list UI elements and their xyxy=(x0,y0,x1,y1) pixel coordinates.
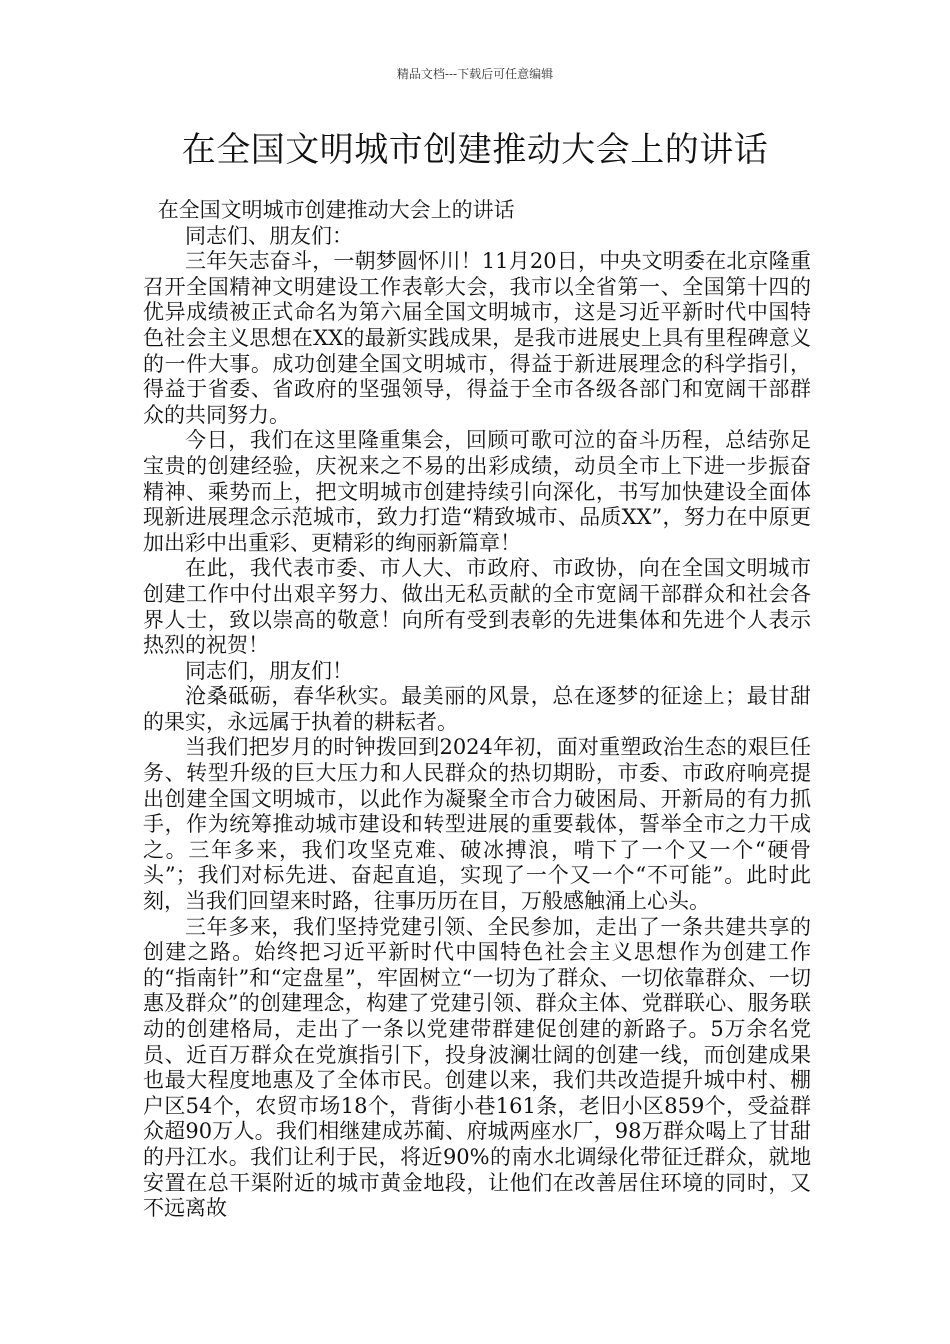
document-title: 在全国文明城市创建推动大会上的讲话 xyxy=(181,130,769,170)
paragraph: 当我们把岁月的时钟拨回到2024年初，面对重塑政治生态的艰巨任务、转型升级的巨大压力和人民群众的热切期盼，市委、市政府响亮提出创建全国文明城市，以此作为凝聚全市合力破困局、开新局的有力抓手，作为统筹推动城市建设和转型进展的重要载体，誓举全市之力干成之。三年多来，我们攻坚克难、破冰搏浪，啃下了一个又一个“硬骨头”；我们对标先进、奋起直追，实现了一个又一个“不可能”。此时此刻，当我们回望来时路，往事历历在目，万般感触涌上心头。 xyxy=(143,735,811,914)
body-subtitle: 在全国文明城市创建推动大会上的讲话 xyxy=(157,198,515,222)
paragraph: 今日，我们在这里隆重集会，回顾可歌可泣的奋斗历程，总结弥足宝贵的创建经验，庆祝来之不易的出彩成绩，动员全市上下进一步振奋精神、乘势而上，把文明城市创建持续引向深化，书写加快建设全面体现新进展理念示范城市，致力打造“精致城市、品质XX”，努力在中原更加出彩中出重彩、更精彩的绚丽新篇章！ xyxy=(143,428,811,555)
document-body xyxy=(143,198,811,1222)
paragraph: 三年矢志奋斗，一朝梦圆怀川！11月20日，中央文明委在北京隆重召开全国精神文明建设工作表彰大会，我市以全省第一、全国第十四的优异成绩被正式命名为第六届全国文明城市，这是习近平新时代中国特色社会主义思想在XX的最新实践成果，是我市进展史上具有里程碑意义的一件大事。成功创建全国文明城市，得益于新进展理念的科学指引，得益于省委、省政府的坚强领导，得益于全市各级各部门和宽阔干部群众的共同努力。 xyxy=(143,249,811,427)
paragraph: 三年多来，我们坚持党建引领、全民参加，走出了一条共建共享的创建之路。始终把习近平新时代中国特色社会主义思想作为创建工作的“指南针”和“定盘星”，牢固树立“一切为了群众、一切依靠群众、一切惠及群众”的创建理念，构建了党建引领、群众主体、党群联心、服务联动的创建格局，走出了一条以党建带群建促创建的新路子。5万余名党员、近百万群众在党旗指引下，投身波澜壮阔的创建一线，而创建成果也最大程度地惠及了全体市民。创建以来，我们共改造提升城中村、棚户区54个，农贸市场18个，背街小巷161条，老旧小区859个，受益群众超90万人。我们相继建成苏蔺、府城两座水厂，98万群众喝上了甘甜的丹江水。我们让利于民，将近90%的南水北调绿化带征迁群众，就地安置在总干渠附近的城市黄金地段，让他们在改善居住环境的同时，又不远离故 xyxy=(143,914,811,1221)
header-note: 精品文档---下载后可任意编辑 xyxy=(396,67,554,81)
salutation: 同志们，朋友们！ xyxy=(185,658,353,683)
paragraph: 沧桑砥砺，春华秋实。最美丽的风景，总在逐梦的征途上；最甘甜的果实，永远属于执着的耕耘者。 xyxy=(143,684,811,734)
salutation: 同志们、朋友们： xyxy=(185,223,353,248)
paragraph: 在此，我代表市委、市人大、市政府、市政协，向在全国文明城市创建工作中付出艰辛努力、做出无私贡献的全市宽阔干部群众和社会各界人士，致以崇高的敬意！向所有受到表彰的先进集体和先进个人表示热烈的祝贺！ xyxy=(143,556,811,658)
